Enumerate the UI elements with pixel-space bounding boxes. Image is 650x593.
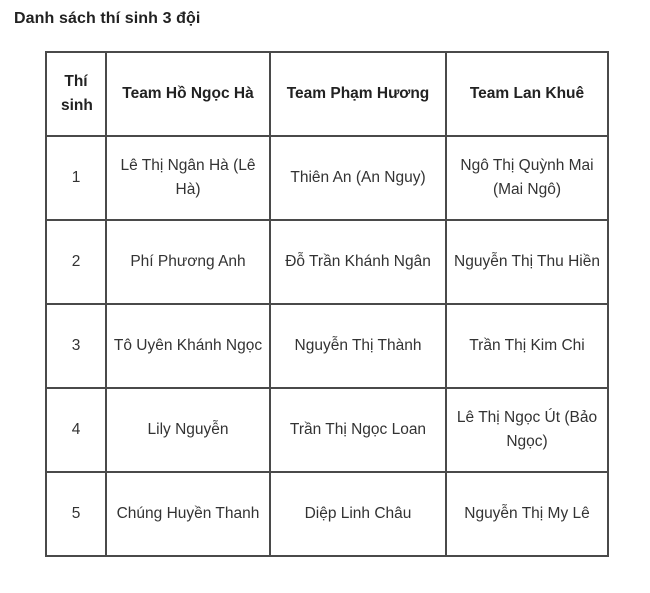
cell-number: 5 xyxy=(46,472,106,556)
cell-team-ho-ngoc-ha: Phí Phương Anh xyxy=(106,220,270,304)
cell-number: 3 xyxy=(46,304,106,388)
cell-team-pham-huong: Diệp Linh Châu xyxy=(270,472,446,556)
cell-team-pham-huong: Đỗ Trần Khánh Ngân xyxy=(270,220,446,304)
table-row xyxy=(46,136,608,220)
page-title: Danh sách thí sinh 3 đội xyxy=(14,10,201,27)
header-team-pham-huong: Team Phạm Hương xyxy=(270,52,446,136)
cell-team-lan-khue: Ngô Thị Quỳnh Mai (Mai Ngô) xyxy=(446,136,608,220)
cell-team-lan-khue: Nguyễn Thị Thu Hiền xyxy=(446,220,608,304)
table-row xyxy=(46,472,608,556)
cell-team-lan-khue: Lê Thị Ngọc Út (Bảo Ngọc) xyxy=(446,388,608,472)
cell-number: 2 xyxy=(46,220,106,304)
cell-team-lan-khue: Nguyễn Thị My Lê xyxy=(446,472,608,556)
header-team-ho-ngoc-ha: Team Hồ Ngọc Hà xyxy=(106,52,270,136)
cell-team-ho-ngoc-ha: Chúng Huyền Thanh xyxy=(106,472,270,556)
cell-team-pham-huong: Thiên An (An Nguy) xyxy=(270,136,446,220)
table-row xyxy=(46,220,608,304)
cell-number: 1 xyxy=(46,136,106,220)
header-contestant: Thí sinh xyxy=(46,52,106,136)
table-row xyxy=(46,388,608,472)
cell-team-ho-ngoc-ha: Tô Uyên Khánh Ngọc xyxy=(106,304,270,388)
cell-number: 4 xyxy=(46,388,106,472)
table-row xyxy=(46,304,608,388)
cell-team-pham-huong: Trần Thị Ngọc Loan xyxy=(270,388,446,472)
table-header-row xyxy=(46,52,608,136)
header-team-lan-khue: Team Lan Khuê xyxy=(446,52,608,136)
cell-team-ho-ngoc-ha: Lê Thị Ngân Hà (Lê Hà) xyxy=(106,136,270,220)
contestants-table xyxy=(45,51,609,557)
cell-team-pham-huong: Nguyễn Thị Thành xyxy=(270,304,446,388)
cell-team-ho-ngoc-ha: Lily Nguyễn xyxy=(106,388,270,472)
cell-team-lan-khue: Trần Thị Kim Chi xyxy=(446,304,608,388)
